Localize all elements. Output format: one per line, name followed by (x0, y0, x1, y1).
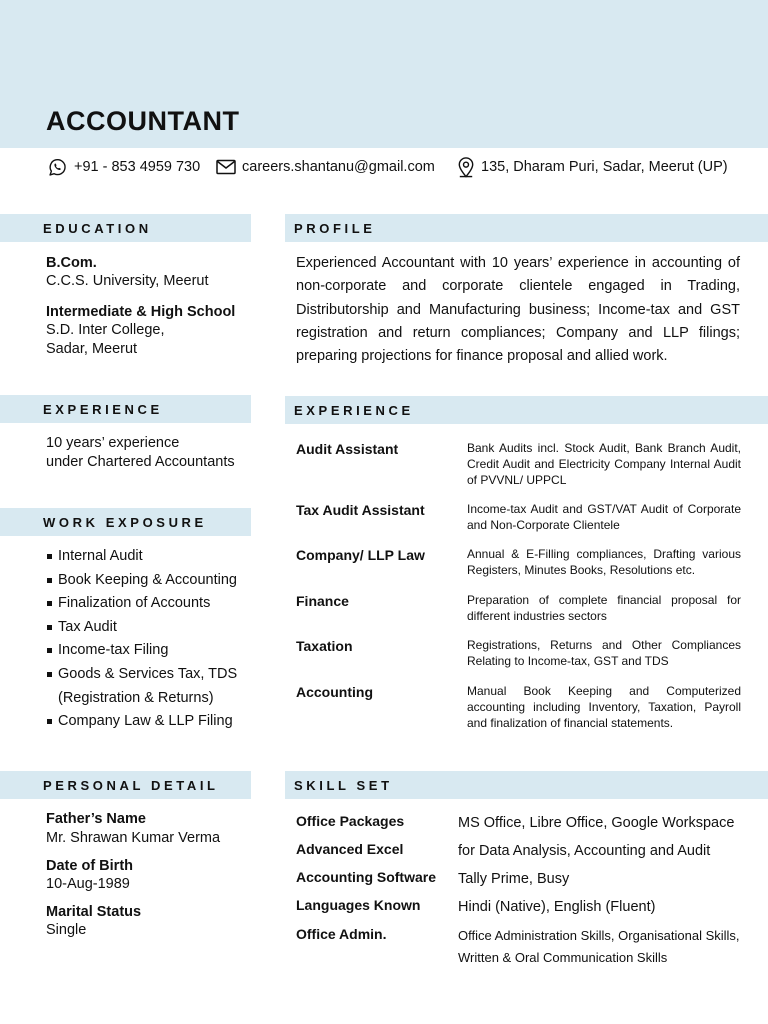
skill-label: Office Packages (296, 813, 405, 829)
work-exposure-list (46, 545, 256, 734)
father-name-value: Mr. Shrawan Kumar Verma (46, 830, 221, 846)
experience-right-heading (285, 396, 768, 424)
marital-status-value: Single (46, 922, 87, 938)
mail-icon (216, 159, 236, 175)
work-exposure-heading (0, 508, 251, 536)
contact-email (216, 156, 435, 178)
list-item: Income-tax Filing (46, 639, 256, 663)
experience-role: Tax Audit Assistant (296, 502, 425, 518)
experience-role: Company/ LLP Law (296, 547, 425, 563)
list-item: Finalization of Accounts (46, 592, 256, 616)
experience-description: Manual Book Keeping and Computerized accounting including Inventory, Taxation, Payroll and finalization of financial statements. (467, 684, 741, 730)
skill-label: Advanced Excel (296, 841, 404, 857)
experience-right-heading-text: EXPERIENCE (294, 402, 414, 418)
school-2-line-1: S.D. Inter College, (46, 322, 165, 338)
degree-2: Intermediate & High School (46, 304, 236, 320)
address: 135, Dharam Puri, Sadar, Meerut (UP) (481, 159, 728, 175)
experience-role: Taxation (296, 638, 353, 654)
experience-role: Audit Assistant (296, 441, 399, 457)
contact-address (457, 156, 728, 178)
experience-role: Finance (296, 593, 349, 609)
list-item: Internal Audit (46, 545, 256, 569)
skill-set-heading (285, 771, 768, 799)
profile-summary: Experienced Accountant with 10 years’ experience in accounting of non-corporate and corporate clientele engaged in Trading, Distributorship and Manufacturing business; Income-tax and GST registration and return compliances; Company and LLP filings; preparing projections for finance proposal and allied work. (296, 255, 740, 365)
experience-description: Bank Audits incl. Stock Audit, Bank Branch Audit, Credit Audit and Electricity Company Internal Audit of PVVNL/ UPPCL (467, 441, 741, 487)
skill-value: Tally Prime, Busy (458, 871, 570, 887)
dob-label: Date of Birth (46, 858, 133, 874)
list-item: Book Keeping & Accounting (46, 569, 256, 593)
list-item: Goods & Services Tax, TDS (Registration & Returns) (46, 663, 256, 710)
skill-value: Office Administration Skills, Organisational Skills, Written & Oral Communication Skills (458, 928, 740, 965)
skill-label: Accounting Software (296, 869, 437, 885)
skill-value: for Data Analysis, Accounting and Audit (458, 843, 711, 859)
experience-description: Annual & E-Filling compliances, Drafting various Registers, Minutes Books, Resolutions etc. (467, 547, 741, 577)
experience-role: Accounting (296, 684, 373, 700)
father-name-label: Father’s Name (46, 811, 146, 827)
phone-number: +91 - 853 4959 730 (74, 159, 201, 175)
contact-phone (47, 156, 200, 178)
education-heading-text: EDUCATION (43, 220, 152, 236)
email-address: careers.shantanu@gmail.com (242, 159, 435, 175)
list-item: Company Law & LLP Filing (46, 710, 256, 734)
experience-left-heading (0, 395, 251, 423)
dob-value: 10-Aug-1989 (46, 876, 130, 892)
whatsapp-icon (47, 157, 68, 178)
experience-years-line-2: under Chartered Accountants (46, 454, 235, 470)
school-1: C.C.S. University, Meerut (46, 273, 209, 289)
experience-description: Registrations, Returns and Other Compliances Relating to Income-tax, GST and TDS (467, 638, 741, 668)
skill-label: Office Admin. (296, 926, 387, 942)
profile-heading (285, 214, 768, 242)
experience-description: Preparation of complete financial proposal for different industries sectors (467, 593, 741, 623)
profile-heading-text: PROFILE (294, 220, 376, 236)
personal-detail-heading (0, 771, 251, 799)
marital-status-label: Marital Status (46, 904, 142, 920)
school-2-line-2: Sadar, Meerut (46, 341, 138, 357)
experience-years-line-1: 10 years’ experience (46, 435, 180, 451)
work-exposure-heading-text: WORK EXPOSURE (43, 514, 207, 530)
location-pin-icon (457, 157, 475, 178)
skill-value: Hindi (Native), English (Fluent) (458, 899, 656, 915)
skill-label: Languages Known (296, 897, 421, 913)
experience-left-heading-text: EXPERIENCE (43, 401, 163, 417)
personal-detail-heading-text: PERSONAL DETAIL (43, 777, 219, 793)
degree-1: B.Com. (46, 255, 97, 271)
experience-description: Income-tax Audit and GST/VAT Audit of Corporate and Non-Corporate Clientele (467, 502, 741, 532)
education-heading (0, 214, 251, 242)
skill-value: MS Office, Libre Office, Google Workspace (458, 815, 735, 831)
list-item: Tax Audit (46, 616, 256, 640)
skill-set-heading-text: SKILL SET (294, 777, 393, 793)
page-title: ACCOUNTANT (46, 106, 240, 136)
